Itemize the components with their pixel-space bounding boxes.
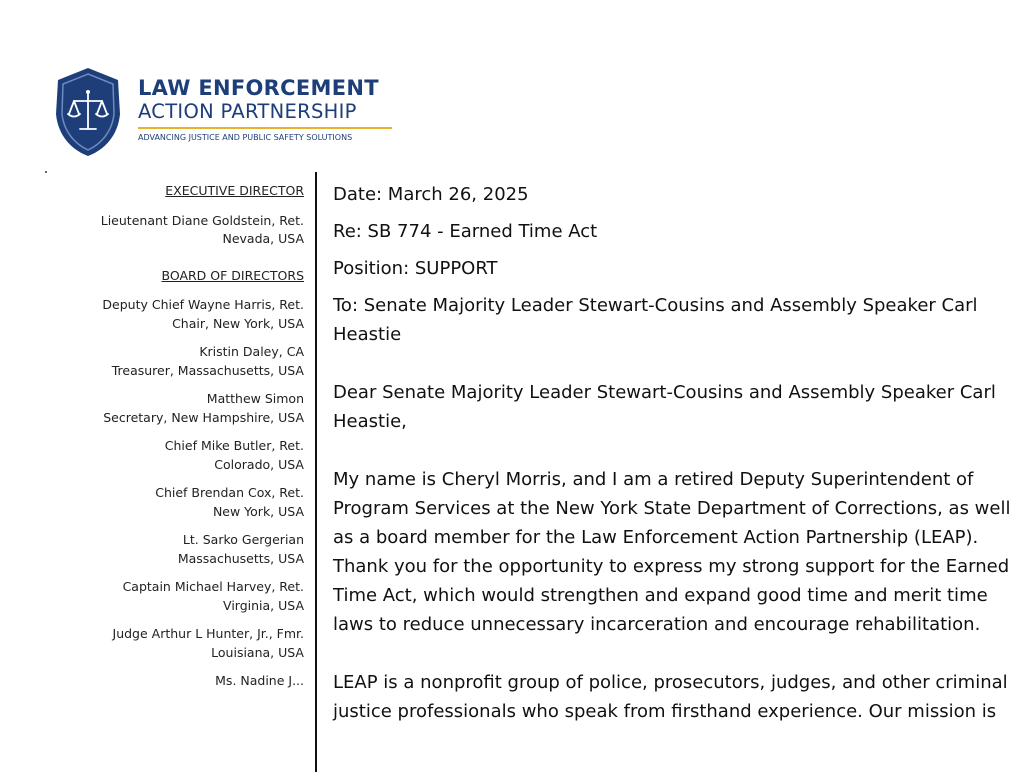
roster-location: Virginia, USA bbox=[223, 597, 304, 613]
roster-name: Lieutenant Diane Goldstein, Ret. bbox=[100, 212, 304, 228]
roster-name: Deputy Chief Wayne Harris, Ret. bbox=[102, 297, 304, 312]
scales-of-justice-shield-badge-icon bbox=[52, 66, 124, 158]
roster-name: Judge Arthur L Hunter, Jr., Fmr. bbox=[112, 626, 304, 641]
letter-date: Date: March 26, 2025 bbox=[333, 184, 529, 205]
board-of-directors-heading: BOARD OF DIRECTORS bbox=[161, 267, 304, 283]
roster-location: Massachusetts, USA bbox=[177, 550, 304, 566]
logo-divider bbox=[138, 127, 392, 129]
roster-location: New York, USA bbox=[212, 503, 304, 519]
letter-body bbox=[333, 180, 1013, 726]
roster-entry bbox=[60, 625, 304, 662]
org-tagline: ADVANCING JUSTICE AND PUBLIC SAFETY SOLUTIONS bbox=[138, 133, 353, 142]
roster-entry bbox=[60, 578, 304, 615]
roster-name: Lt. Sarko Gergerian bbox=[182, 532, 304, 547]
sidebar-roster bbox=[60, 182, 304, 691]
roster-entry bbox=[60, 531, 304, 568]
executive-director-heading: EXECUTIVE DIRECTOR bbox=[165, 183, 304, 198]
roster-name: Ms. Nadine J... bbox=[215, 673, 304, 688]
roster-entry bbox=[60, 343, 304, 380]
org-name-line2: ACTION PARTNERSHIP bbox=[138, 100, 357, 123]
org-name-line1: LAW ENFORCEMENT bbox=[138, 76, 379, 100]
stray-mark bbox=[45, 171, 47, 173]
roster-entry bbox=[60, 296, 304, 333]
letter-paragraph: My name is Cheryl Morris, and I am a retired Deputy Superintendent of Program Services at the New York State Department of Corrections, as well as a board member for the Law Enforcement Action Partnership (LEAP). Thank you for the opportunity to express my strong support for the Earned Time Act, which would strengthen and expand good time and merit time laws to reduce unnecessary incarceration and encourage rehabilitation. bbox=[333, 469, 1011, 635]
letter-salutation: Dear Senate Majority Leader Stewart-Cousins and Assembly Speaker Carl Heastie, bbox=[333, 382, 996, 432]
roster-location: Chair, New York, USA bbox=[172, 315, 304, 331]
letter-recipient: To: Senate Majority Leader Stewart-Cousins and Assembly Speaker Carl Heastie bbox=[333, 295, 978, 345]
roster-location: Louisiana, USA bbox=[211, 644, 304, 660]
roster-entry bbox=[60, 484, 304, 521]
roster-name: Chief Brendan Cox, Ret. bbox=[155, 485, 304, 500]
letter-paragraph: LEAP is a nonprofit group of police, prosecutors, judges, and other criminal justice professionals who speak from firsthand experience. Our mission is bbox=[333, 672, 1008, 722]
roster-location: Secretary, New Hampshire, USA bbox=[103, 409, 304, 425]
roster-location: Nevada, USA bbox=[222, 231, 304, 246]
column-divider bbox=[315, 172, 317, 772]
letter-re-line: Re: SB 774 - Earned Time Act bbox=[333, 221, 598, 242]
roster-name: Chief Mike Butler, Ret. bbox=[164, 438, 304, 453]
roster-entry bbox=[60, 212, 304, 249]
roster-name: Matthew Simon bbox=[206, 391, 304, 406]
roster-entry bbox=[60, 672, 304, 691]
roster-location: Treasurer, Massachusetts, USA bbox=[111, 362, 304, 378]
roster-entry bbox=[60, 437, 304, 474]
leap-logo bbox=[52, 66, 412, 158]
roster-location: Colorado, USA bbox=[214, 456, 304, 472]
roster-name: Kristin Daley, CA bbox=[199, 344, 304, 359]
letter-position: Position: SUPPORT bbox=[333, 258, 498, 279]
roster-name: Captain Michael Harvey, Ret. bbox=[122, 579, 304, 594]
roster-entry bbox=[60, 390, 304, 427]
